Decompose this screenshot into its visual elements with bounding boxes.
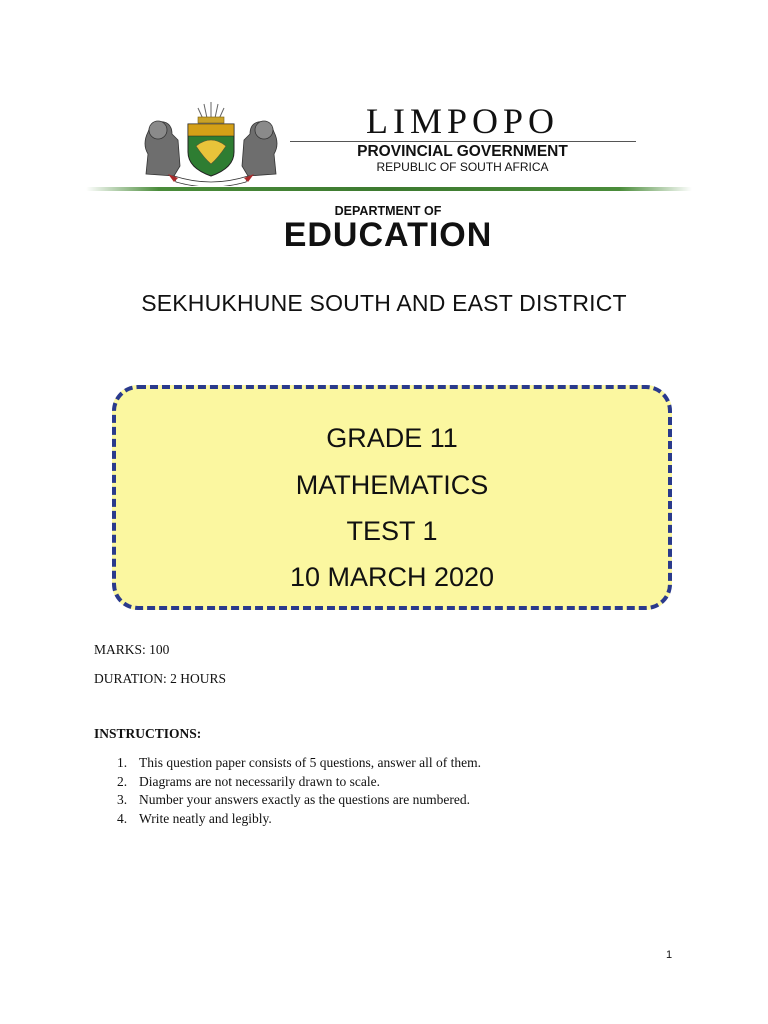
duration-label: DURATION: 2 HOURS xyxy=(94,671,227,686)
grade-label: GRADE 11 xyxy=(326,423,458,453)
list-item-text: This question paper consists of 5 questions, answer all of them. xyxy=(139,755,481,770)
instructions-heading: INSTRUCTIONS: xyxy=(94,726,202,741)
list-item xyxy=(117,810,481,829)
test-date: 10 MARCH 2020 xyxy=(289,562,495,592)
list-item xyxy=(117,791,481,810)
page-number: 1 xyxy=(666,949,673,961)
coat-of-arms-icon xyxy=(138,96,284,186)
list-item-number: 1. xyxy=(117,755,128,770)
list-item xyxy=(117,773,481,792)
district-title: SEKHUKHUNE SOUTH AND EAST DISTRICT xyxy=(141,290,627,316)
list-item-number: 3. xyxy=(117,792,128,807)
list-item-number: 4. xyxy=(117,810,128,826)
provincial-government-label: PROVINCIAL GOVERNMENT xyxy=(357,143,568,160)
department-of-label: DEPARTMENT OF xyxy=(334,204,442,218)
instructions-list xyxy=(117,754,481,828)
green-divider xyxy=(86,187,692,191)
list-item xyxy=(117,754,481,773)
subject-label: MATHEMATICS xyxy=(295,470,489,500)
list-item-number: 2. xyxy=(117,773,128,789)
list-item-text: Diagrams are not necessarily drawn to scale. xyxy=(139,773,381,789)
list-item-text: Write neatly and legibly. xyxy=(139,810,272,826)
test-label: TEST 1 xyxy=(346,516,438,546)
department-name: EDUCATION xyxy=(283,216,493,254)
province-name: LIMPOPO xyxy=(365,101,560,141)
marks-label: MARKS: 100 xyxy=(94,642,170,657)
list-item-text: Number your answers exactly as the questions are numbered. xyxy=(139,792,471,807)
header-divider xyxy=(290,141,636,142)
test-info-box xyxy=(112,385,672,610)
republic-label: REPUBLIC OF SOUTH AFRICA xyxy=(376,160,549,174)
